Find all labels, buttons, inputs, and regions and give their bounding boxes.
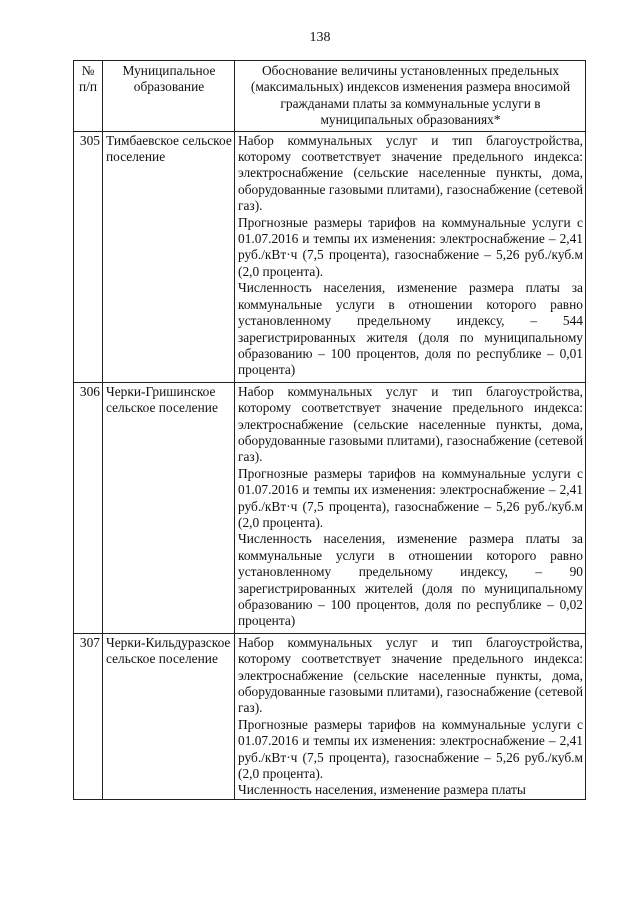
tariff-paragraph: Прогнозные размеры тарифов на коммунальные услуги с 01.07.2016 и темпы их изменения: электроснабжение – 2,41 руб./кВт·ч (7,5 процента), газоснабжение – 5,26 руб./куб.м (2,0 процента).: [238, 465, 583, 530]
page-number: 138: [309, 30, 331, 45]
justification-cell: [235, 131, 586, 382]
tariff-paragraph: Прогнозные размеры тарифов на коммунальные услуги с 01.07.2016 и темпы их изменения: электроснабжение – 2,41 руб./кВт·ч (7,5 процента), газоснабжение – 5,26 руб./куб.м (2,0 процента).: [238, 214, 583, 279]
population-paragraph: Численность населения, изменение размера платы: [238, 782, 526, 798]
header-municipality: Муниципальное образование: [103, 61, 235, 132]
row-number: 306: [74, 382, 103, 633]
header-number: № п/п: [74, 61, 103, 132]
table-header-row: [74, 61, 586, 132]
tariff-paragraph: Прогнозные размеры тарифов на коммунальные услуги с 01.07.2016 и темпы их изменения: электроснабжение – 2,41 руб./кВт·ч (7,5 процента), газоснабжение – 5,26 руб./куб.м (2,0 процента).: [238, 716, 583, 782]
utility-set-paragraph: Набор коммунальных услуг и тип благоустройства, которому соответствует значение предельного индекса: электроснабжение (сельские населенные пункты, дома, оборудованные газовыми плитами), газоснабжение (сетевой газ).: [238, 132, 583, 214]
municipality-name: Тимбаевское сельское поселение: [103, 131, 235, 382]
population-paragraph: Численность населения, изменение размера платы за коммунальные услуги в отношении которого равно установленному предельному индексу, – 544 зарегистрированных жителя (доля по муниципальному образованию – 100 процентов, доля по республике – 0,01 процента): [238, 280, 583, 378]
index-justification-table: [73, 60, 586, 800]
table-row: [74, 382, 586, 633]
justification-cell: [235, 633, 586, 799]
header-justification: Обоснование величины установленных предельных (максимальных) индексов изменения размера вносимой гражданами платы за коммунальные услуги в муниципальных образованиях*: [235, 61, 586, 132]
utility-set-paragraph: Набор коммунальных услуг и тип благоустройства, которому соответствует значение предельного индекса: электроснабжение (сельские населенные пункты, дома, оборудованные газовыми плитами), газоснабжение (сетевой газ).: [238, 634, 583, 716]
row-number: 305: [74, 131, 103, 382]
table-row: [74, 131, 586, 382]
table-row: [74, 633, 586, 799]
municipality-name: Черки-Кильдуразское сельское поселение: [103, 633, 235, 799]
population-paragraph: Численность населения, изменение размера платы за коммунальные услуги в отношении которого равно установленному предельному индексу, – 90 зарегистрированных жителей (доля по муниципальному образованию – 100 процентов, доля по республике – 0,02 процента): [238, 531, 583, 629]
row-number: 307: [74, 633, 103, 799]
municipality-name: Черки-Гришинское сельское поселение: [103, 382, 235, 633]
justification-cell: [235, 382, 586, 633]
utility-set-paragraph: Набор коммунальных услуг и тип благоустройства, которому соответствует значение предельного индекса: электроснабжение (сельские населенные пункты, дома, оборудованные газовыми плитами), газоснабжение (сетевой газ).: [238, 383, 583, 465]
